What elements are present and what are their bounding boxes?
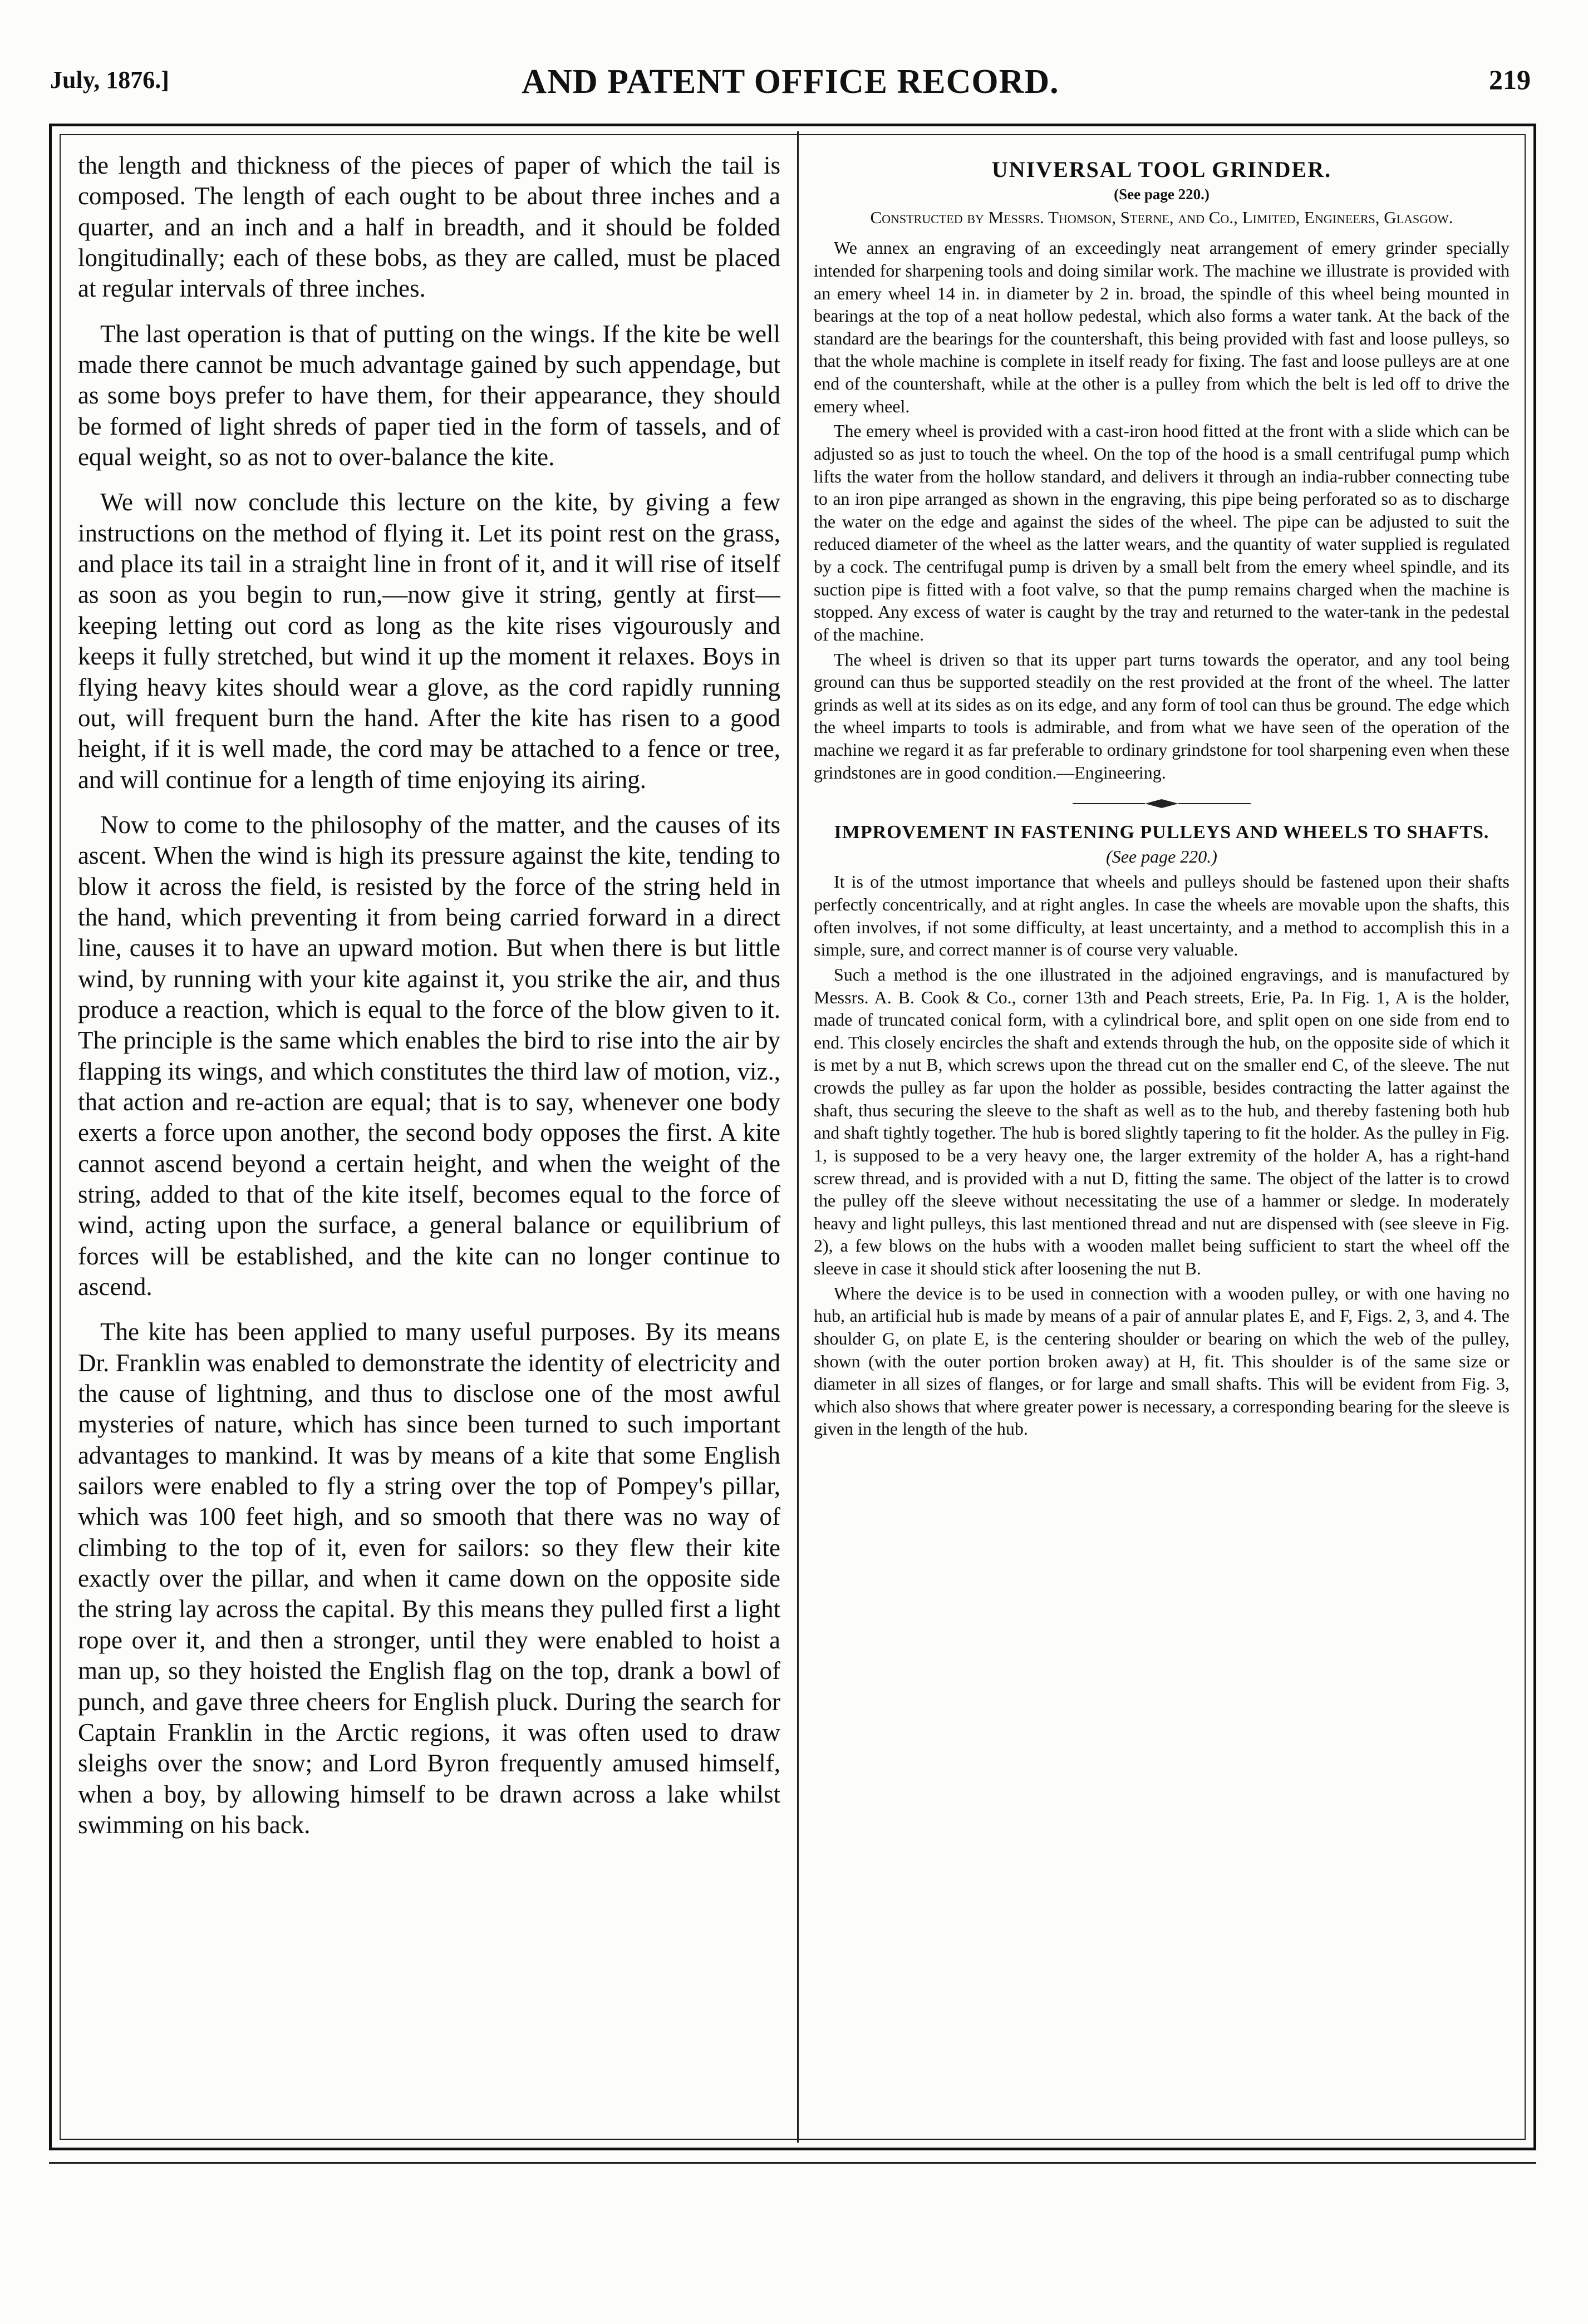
- paragraph: The last operation is that of putting on the wings. If the kite be well made there cannot be much advantage gained by such appendage, but as some boys prefer to have them, for their appearance, they should be formed of light shreds of paper tied in the form of tassels, and of equal weight, so as not to over-balance the kite.: [78, 319, 780, 471]
- bottom-rule: [49, 2162, 1536, 2164]
- article-pulley-fastening: [814, 821, 1510, 1440]
- paragraph: the length and thickness of the pieces of paper of which the tail is composed. The length of each ought to be about three inches and a quarter, and an inch and a half in breadth, and it should be folded longitudinally; each of these bobs, as they are called, must be placed at regular intervals of three inches.: [78, 151, 780, 303]
- see-page-note: (See page 220.): [1114, 186, 1210, 203]
- journal-title: AND PATENT OFFICE RECORD.: [522, 63, 1059, 101]
- paragraph: The emery wheel is provided with a cast-iron hood fitted at the front with a slide which can be adjusted so as just to touch the wheel. On the top of the hood is a small centrifugal pump which lifts the water from the hollow standard, and delivers it through an india-rubber connecting tube to an iron pipe arranged as shown in the engraving, this pipe being perforated so as to discharge the water on the edge and against the sides of the wheel. The pipe can be adjusted to suit the reduced diameter of the wheel as the latter wears, and the quantity of water supplied is regulated by a cock. The centrifugal pump is driven by a small belt from the emery wheel spindle, and its suction pipe is fitted with a foot valve, so that the pump remains charged when the machine is stopped. Any excess of water is caught by the tray and returned to the water-tank in the pedestal of the machine.: [814, 421, 1510, 644]
- left-column: [78, 150, 780, 2054]
- paragraph: It is of the utmost importance that wheels and pulleys should be fastened upon their shafts perfectly concentrically, and at right angles. In case the wheels are movable upon the shafts, this often involves, if not some difficulty, at least uncertainty, and a method to accomplish this in a simple, sure, and correct manner is of course very valuable.: [814, 872, 1510, 960]
- paragraph: Now to come to the philosophy of the matter, and the causes of its ascent. When the wind is high its pressure against the kite, tending to blow it across the field, is resisted by the force of the string held in the hand, which preventing it from being carried forward in a direct line, causes it to have an upward motion. But when there is but little wind, by running with your kite against it, you strike the air, and thus produce a reaction, which is equal to the force of the blow given to it. The principle is the same which enables the bird to rise into the air by flapping its wings, and which constitutes the third law of motion, viz., that action and re-action are equal; that is to say, whenever one body exerts a force upon another, the second body opposes the first. A kite cannot ascend beyond a certain height, and when the weight of the string, added to that of the kite itself, becomes equal to the force of wind, acting upon the surface, a general balance or equilibrium of forces will be established, and the kite can no longer continue to ascend.: [78, 810, 780, 1301]
- paragraph: The kite has been applied to many useful purposes. By its means Dr. Franklin was enabled to demonstrate the identity of electricity and the cause of lightning, and thus to disclose one of the most awful mysteries of nature, which has since been turned to such important advantages to mankind. It was by means of a kite that some English sailors were enabled to fly a string over the top of Pompey's pillar, which was 100 feet high, and so smooth that there was no way of climbing to the top of it, even for sailors: so they flew their kite exactly over the pillar, and when it came down on the opposite side the string lay across the capital. By this means they pulled first a light rope over it, and then a stronger, until they were enabled to hoist a man up, so they hoisted the English flag on the top, drank a bowl of punch, and gave three cheers for English pluck. During the search for Captain Franklin in the Arctic regions, it was often used to draw sleighs over the snow; and Lord Byron frequently amused himself, when a boy, by allowing himself to be drawn across a lake whilst swimming on his back.: [78, 1318, 780, 1839]
- paragraph: We annex an engraving of an exceedingly neat arrangement of emery grinder specially intended for sharpening tools and doing similar work. The machine we illustrate is provided with an emery wheel 14 in. in diameter by 2 in. broad, the spindle of this wheel being mounted in bearings at the top of a neat hollow pedestal, which also forms a water tank. At the back of the standard are the bearings for the countershaft, this being provided with fast and loose pulleys, so that the whole machine is complete in itself ready for fixing. The fast and loose pulleys are at one end of the countershaft, while at the other is a pulley from which the belt is led off to drive the emery wheel.: [814, 238, 1510, 416]
- article-title: UNIVERSAL TOOL GRINDER.: [991, 157, 1332, 182]
- article-tool-grinder: [814, 157, 1510, 784]
- article-title: IMPROVEMENT IN FASTENING PULLEYS AND WHEELS TO SHAFTS.: [834, 822, 1489, 843]
- issue-date: July, 1876.]: [50, 66, 169, 93]
- column-divider: [797, 131, 799, 2143]
- article-byline: Constructed by Messrs. Thomson, Sterne, and Co., Limited, Engineers, Glasgow.: [870, 208, 1453, 227]
- ornament-divider: [1061, 797, 1262, 810]
- see-page-note: (See page 220.): [1106, 846, 1217, 867]
- paragraph: The wheel is driven so that its upper part turns towards the operator, and any tool being ground can thus be supported steadily on the rest provided at the front of the wheel. The latter grinds as well at its sides as on its edge, and any form of tool can thus be ground. The edge which the wheel imparts to tools is admirable, and from what we have seen of the operation of the machine we regard it as far preferable to ordinary grindstone for tool sharpening even when these grindstones are in good condition.—Engineering.: [814, 649, 1510, 782]
- paragraph: Where the device is to be used in connection with a wooden pulley, or with one having no hub, an artificial hub is made by means of a pair of annular plates E, and F, Figs. 2, 3, and 4. The shoulder G, on plate E, is the centering shoulder or bearing on which the web of the pulley, shown (with the outer portion broken away) at H, fit. This shoulder is of the same size or diameter in all sizes of flanges, or for large and small shafts. This will be evident from Fig. 3, which also shows that where greater power is necessary, a corresponding bearing for the sleeve is given in the length of the hub.: [814, 1283, 1510, 1439]
- running-head: [50, 63, 1531, 110]
- paragraph: We will now conclude this lecture on the kite, by giving a few instructions on the method of flying it. Let its point rest on the grass, and place its tail in a straight line in front of it, and it will rise of itself as soon as you begin to run,—now give it string, gently at first—keeping letting out cord as long as the kite rises vigourously and keeps it fully stretched, but wind it up the moment it relaxes. Boys in flying heavy kites should wear a glove, as the cord rapidly running out, will frequent burn the hand. After the kite has risen to a good height, if it is well made, the cord may be attached to a fence or tree, and will continue for a length of time enjoying its airing.: [78, 488, 780, 794]
- paragraph: Such a method is the one illustrated in the adjoined engravings, and is manufactured by Messrs. A. B. Cook & Co., corner 13th and Peach streets, Erie, Pa. In Fig. 1, A is the holder, made of truncated conical form, with a cylindrical bore, and split open on one side from end to end. This closely encircles the shaft and extends through the hub, on the opposite side of which it is met by a nut B, which screws upon the thread cut on the smaller end C, of the sleeve. The nut crowds the pulley as far upon the holder as possible, besides contracting the latter against the shaft, thus securing the sleeve to the shaft as well as to the hub, and thereby fastening both hub and shaft tightly together. The hub is bored slightly tapering to fit the holder. As the pulley in Fig. 1, is supposed to be a very heavy one, the larger extremity of the holder A, has a right-hand screw thread, and is provided with a nut D, fitting the same. The object of the latter is to crowd the pulley off the sleeve without necessitating the use of a hammer or sledge. In moderately heavy and light pulleys, this last mentioned thread and nut are dispensed with (see sleeve in Fig. 2), a few blows on the hubs with a wooden mallet being sufficient to start the wheel off the sleeve in case it should stick after loosening the nut B.: [814, 964, 1510, 1279]
- page-number: 219: [1489, 64, 1531, 95]
- right-column: [814, 154, 1510, 2140]
